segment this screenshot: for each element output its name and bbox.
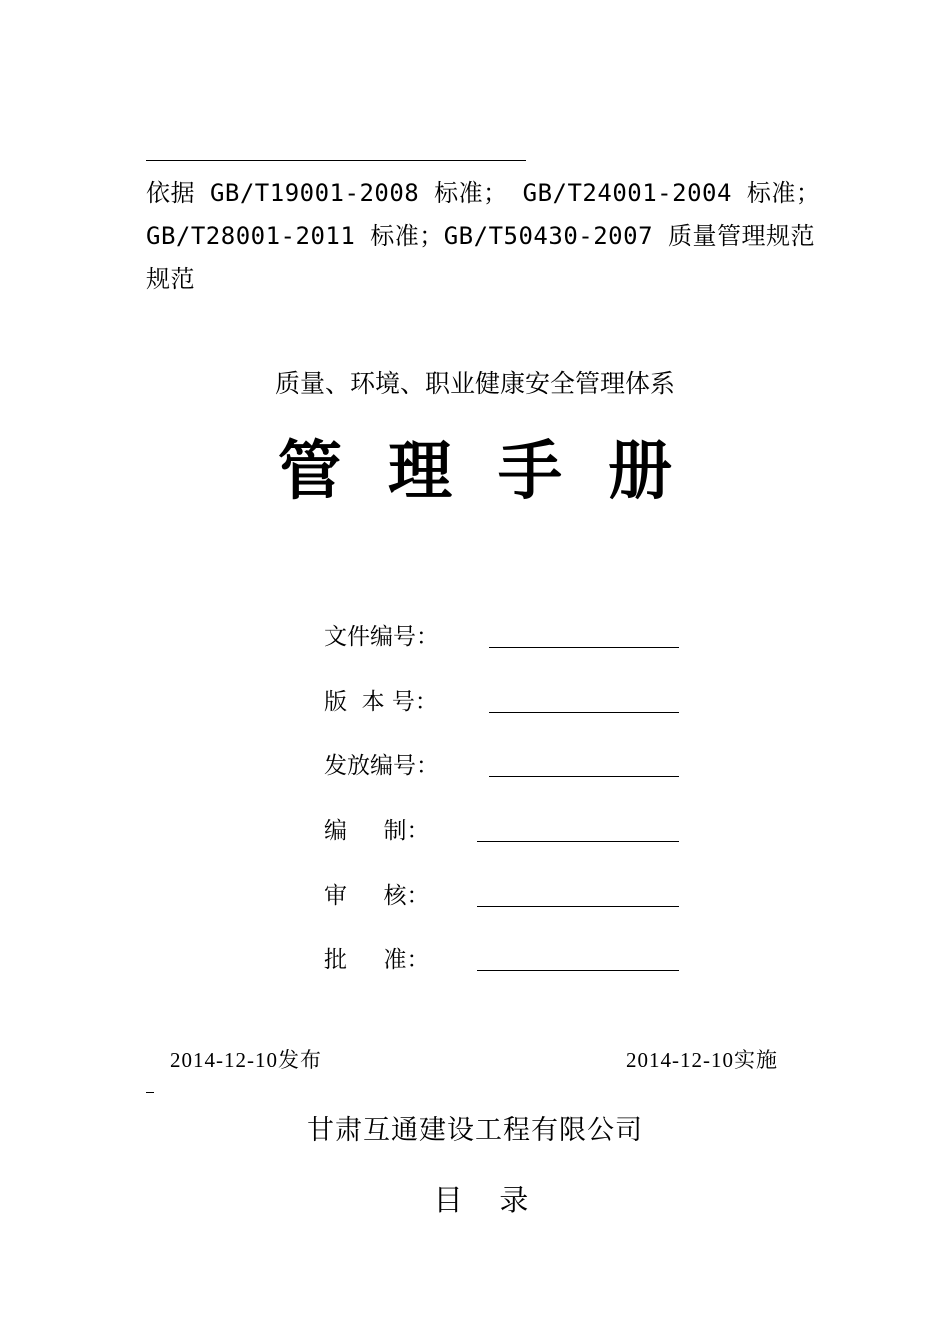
system-subtitle: 质量、环境、职业健康安全管理体系: [274, 369, 675, 398]
top-rule: [146, 160, 526, 161]
field-line-prepared-by[interactable]: [477, 841, 679, 842]
field-label-reviewed-by: 审 核：: [324, 883, 430, 909]
field-line-approved-by[interactable]: [477, 970, 679, 971]
page-break-mark: [146, 1092, 154, 1093]
field-line-issue-number[interactable]: [489, 776, 679, 777]
field-label-approved-by: 批 准：: [324, 947, 430, 973]
field-label-document-number: 文件编号：: [324, 624, 439, 650]
standards-line-1: 依据 GB/T19001-2008 标准； GB/T24001-2004 标准；: [146, 179, 821, 207]
field-label-version: 版 本 号：: [324, 689, 438, 715]
field-line-document-number[interactable]: [489, 647, 679, 648]
standards-basis: [146, 172, 821, 301]
company-name: 甘肃互通建设工程有限公司: [307, 1115, 643, 1146]
field-label-prepared-by: 编 制：: [324, 818, 430, 844]
standards-line-3: 规范: [146, 265, 195, 293]
effective-date: 2014-12-10实施: [626, 1048, 778, 1072]
field-line-reviewed-by[interactable]: [477, 906, 679, 907]
manual-title: 管理手册: [278, 435, 718, 509]
field-line-version[interactable]: [489, 712, 679, 713]
standards-line-2: GB/T28001-2011 标准；GB/T50430-2007 质量管理规范: [146, 222, 815, 250]
field-label-issue-number: 发放编号：: [324, 753, 439, 779]
toc-heading: 目 录: [433, 1183, 529, 1217]
issue-date: 2014-12-10发布: [170, 1048, 322, 1072]
